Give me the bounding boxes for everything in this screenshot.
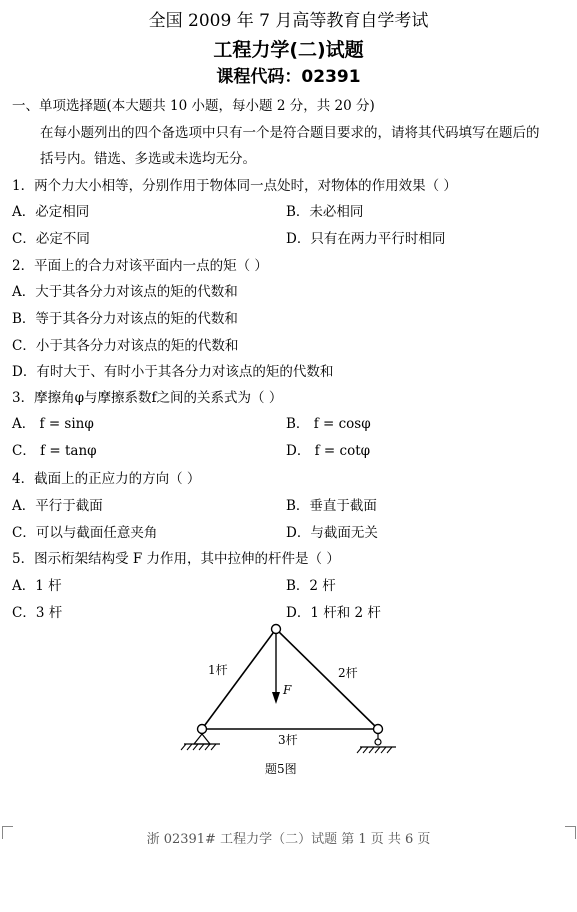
roller-support-right: [357, 734, 396, 753]
figure-caption: 题5图: [265, 762, 297, 776]
question-4-option-d: D．与截面无关: [286, 525, 378, 541]
label-bar-2: 2杆: [338, 666, 358, 680]
question-3-option-c: C． f = tanφ: [12, 443, 97, 459]
pin-support-left: [181, 734, 220, 750]
question-5-option-c: C．3 杆: [12, 605, 63, 621]
question-5-option-a: A．1 杆: [12, 578, 62, 594]
question-3-option-a: A． f = sinφ: [12, 416, 94, 432]
question-2-option-d: D．有时大于、有时小于其各分力对该点的矩的代数和: [12, 364, 334, 380]
question-4-stem: 4．截面上的正应力的方向（ ）: [12, 471, 201, 487]
joint-top: [272, 625, 281, 634]
joint-left: [198, 725, 207, 734]
question-5-option-d: D．1 杆和 2 杆: [286, 605, 381, 621]
exam-title: 全国 2009 年 7 月高等教育自学考试: [148, 11, 429, 31]
truss-figure: [170, 620, 410, 780]
course-title: 工程力学(二)试题: [213, 39, 364, 61]
question-4-option-a: A．平行于截面: [12, 498, 103, 514]
question-1-option-c: C．必定不同: [12, 231, 90, 247]
question-1-stem: 1．两个力大小相等，分别作用于物体同一点处时，对物体的作用效果（ ）: [12, 178, 457, 194]
section-instructions-line2: 括号内。错选、多选或未选均无分。: [40, 151, 256, 167]
section-heading: 一、单项选择题(本大题共 10 小题，每小题 2 分，共 20 分): [12, 98, 375, 114]
label-bar-3: 3杆: [278, 733, 298, 747]
question-1-option-d: D．只有在两力平行时相同: [286, 231, 446, 247]
question-5-stem: 5．图示桁架结构受 F 力作用，其中拉伸的杆件是（ ）: [12, 551, 340, 567]
question-4-option-b: B．垂直于截面: [286, 498, 377, 514]
force-arrow: [272, 629, 280, 704]
question-2-option-c: C．小于其各分力对该点的矩的代数和: [12, 338, 239, 354]
course-code: 课程代码：02391: [216, 67, 361, 87]
question-1-option-a: A．必定相同: [12, 204, 90, 220]
question-2-stem: 2．平面上的合力对该平面内一点的矩（ ）: [12, 258, 268, 274]
question-4-option-c: C．可以与截面任意夹角: [12, 525, 158, 541]
joint-right: [374, 725, 383, 734]
question-3-option-b: B． f = cosφ: [286, 416, 371, 432]
question-3-stem: 3．摩擦角φ与摩擦系数f之间的关系式为（ ）: [12, 390, 283, 406]
label-force: F: [283, 683, 292, 697]
question-3-option-d: D． f = cotφ: [286, 443, 371, 459]
question-5-option-b: B．2 杆: [286, 578, 336, 594]
section-instructions-line1: 在每小题列出的四个备选项中只有一个是符合题目要求的，请将其代码填写在题后的: [40, 125, 540, 141]
label-bar-1: 1杆: [208, 663, 228, 677]
page-footer: 浙 02391# 工程力学（二）试题 第 1 页 共 6 页: [146, 832, 431, 847]
question-1-option-b: B．未必相同: [286, 204, 364, 220]
question-2-option-b: B．等于其各分力对该点的矩的代数和: [12, 311, 238, 327]
question-2-option-a: A．大于其各分力对该点的矩的代数和: [12, 284, 238, 300]
truss-bar-1: [202, 629, 276, 729]
truss-bar-2: [276, 629, 378, 729]
